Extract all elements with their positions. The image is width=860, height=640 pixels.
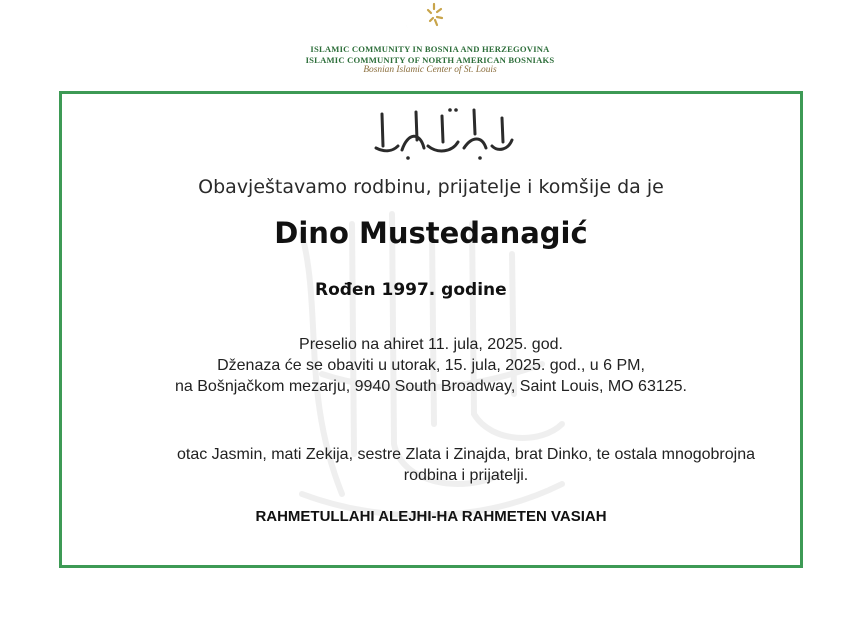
header [0, 0, 860, 84]
closing-prayer: RAHMETULLAHI ALEJHI-HA RAHMETEN VASIAH [255, 508, 607, 525]
family-line: otac Jasmin, mati Zekija, sestre Zlata i Zinajda, brat Dinko, te ostala mnogobrojna [176, 446, 756, 463]
arabic-calligraphy-icon [368, 102, 518, 162]
birth-year: Rođen 1997. godine [315, 280, 507, 300]
details-line: Dženaza će se obaviti u utorak, 15. jula, 2025. god., u 6 PM, [217, 357, 645, 374]
mourning-family [126, 444, 806, 486]
crescent-star-logo-icon [392, 0, 452, 40]
details-line: Preselio na ahiret 11. jula, 2025. god. [299, 336, 563, 353]
org-subtitle: Bosnian Islamic Center of St. Louis [363, 65, 497, 75]
funeral-details [62, 334, 800, 397]
deceased-name: Dino Mustedanagić [274, 216, 588, 250]
obituary-frame [59, 91, 803, 568]
family-line: rodbina i prijatelji. [403, 467, 529, 484]
details-line: na Bošnjačkom mezarju, 9940 South Broadway, Saint Louis, MO 63125. [175, 378, 687, 395]
org-name-line-1: ISLAMIC COMMUNITY IN BOSNIA AND HERZEGOVINA [310, 44, 550, 54]
org-name-line-2: ISLAMIC COMMUNITY OF NORTH AMERICAN BOSNIAKS [305, 55, 555, 65]
intro-text: Obavještavamo rodbinu, prijatelje i komšije da je [198, 176, 664, 198]
